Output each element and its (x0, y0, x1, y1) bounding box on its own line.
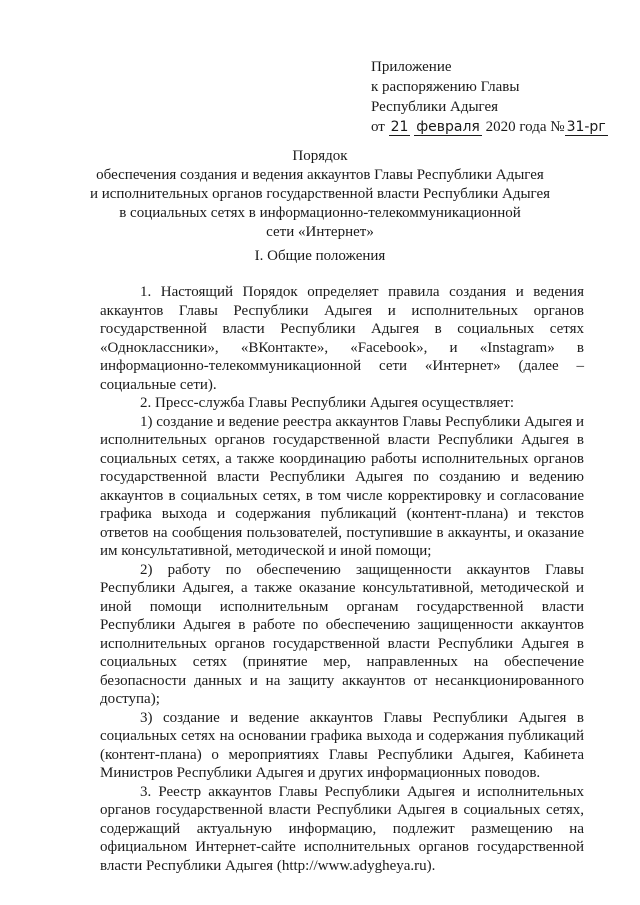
appendix-label: Приложение (371, 59, 452, 75)
paragraph-2-item-3: 3) создание и ведение аккаунтов Главы Республики Адыгея в социальных сетях на основании графика выхода и содержания публикаций (контент-плана) о мероприятиях Главы Республики Адыгея, Кабинета Министров Республики Адыгея и других информационных поводов. (100, 709, 584, 781)
title-line-4: в социальных сетях в информационно-телекоммуникационной (119, 205, 521, 221)
appendix-order-ref: к распоряжению Главы (371, 79, 520, 95)
document-title (60, 147, 580, 242)
title-line-3: и исполнительных органов государственной власти Республики Адыгея (89, 186, 551, 202)
title-line-2: обеспечения создания и ведения аккаунтов Главы Республики Адыгея (96, 167, 544, 183)
handwritten-month: февраля (416, 119, 480, 135)
title-line-1: Порядок (292, 148, 348, 164)
title-line-5: сети «Интернет» (266, 224, 374, 240)
paragraph-1: 1. Настоящий Порядок определяет правила создания и ведения аккаунтов Главы Республики Адыгея и исполнительных органов государственной власти Республики Адыгея в социальных сетях «Одноклассники», «ВКонтакте», «Facebook», и «Instagram» в информационно-телекоммуникационной сети «Интернет» (далее – социальные сети). (100, 284, 584, 393)
paragraph-2: 2. Пресс-служба Главы Республики Адыгея осуществляет: (140, 395, 515, 411)
paragraph-3: 3. Реестр аккаунтов Главы Республики Адыгея и исполнительных органов государственной власти Республики Адыгея в социальных сетях, содержащий актуальную информацию, подлежит размещению на официальном Интернет-сайте исполнительных органов государственной власти Республики Адыгея (http://www.adygheya.ru). (100, 783, 584, 874)
year-text: 2020 года № (485, 119, 565, 135)
paragraph-2-item-2: 2) работу по обеспечению защищенности аккаунтов Главы Республики Адыгея, а также оказание консультативной, методической и иной помощи исполнительным органам государственной власти Республики Адыгея в работе по обеспечению защищенности аккаунтов исполнительных органов государственной власти Республики Адыгея в социальных сетях (принятие мер, направленных на обеспечение безопасности данных и на защиту аккаунтов от несанкционированного доступа); (100, 561, 584, 707)
date-prefix: от (371, 119, 385, 135)
handwritten-day: 21 (390, 119, 409, 135)
paragraph-2-item-1: 1) создание и ведение реестра аккаунтов Главы Республики Адыгея и исполнительных органов государственной власти Республики Адыгея в социальных сетях, а также координацию работы исполнительных органов государственной власти Республики Адыгея по созданию и ведению аккаунтов в социальных сетях, в том числе корректировку и согласование графика выхода и содержания публикаций (контент-плана) и текстов ответов на сообщения пользователей, поступившие в аккаунты, и оказание им консультативной, методической и иной помощи; (100, 413, 584, 559)
section-heading: I. Общие положения (254, 248, 386, 264)
document-body (100, 283, 584, 875)
appendix-header (371, 57, 608, 137)
appendix-republic: Республики Адыгея (371, 99, 499, 115)
appendix-date-line (371, 117, 608, 137)
handwritten-number: 31-рг (566, 119, 606, 135)
